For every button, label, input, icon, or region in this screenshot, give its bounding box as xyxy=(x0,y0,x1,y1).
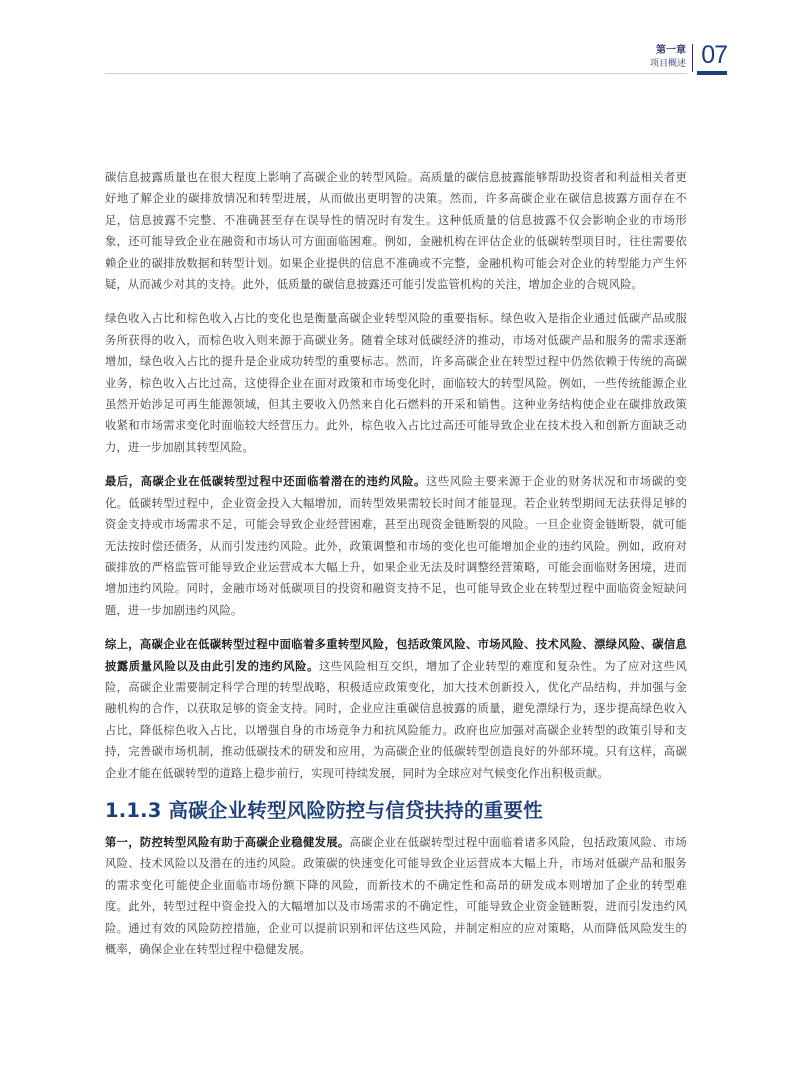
lead-sentence: 第一，防控转型风险有助于高碳企业稳健发展。 xyxy=(105,835,350,849)
header-divider xyxy=(692,44,693,72)
section-heading: 1.1.3 高碳企业转型风险防控与信贷扶持的重要性 xyxy=(105,798,543,822)
page-number: 07 xyxy=(701,41,727,69)
lead-sentence: 最后，高碳企业在低碳转型过程中还面临着潜在的违约风险。 xyxy=(105,475,426,489)
paragraph-text: 这些风险主要来源于企业的财务状况和市场碳的变化。低碳转型过程中，企业资金投入大幅增加，而转型效果需较长时间才能显现。若企业转型期间无法获得足够的资金支持或市场需求不足，可能会导致企业经营困难，甚至出现资金链断裂的风险。一旦企业资金链断裂，就可能无法按时偿还债务，从而引发违约风险。此外，政策调整和市场的变化也可能增加企业的违约风险。例如，政府对碳排放的严格监管可能导致企业运营成本大幅上升，如果企业无法及时调整经营策略，可能会面临财务困境，进而增加违约风险。同时，金融市场对低碳项目的投资和融资支持不足，也可能导致企业在转型过程中面临资金短缺问题，进一步加剧违约风险。 xyxy=(105,475,687,617)
header-rule xyxy=(105,73,687,74)
running-header xyxy=(617,40,727,72)
paragraph-summary xyxy=(105,634,687,784)
body-content xyxy=(105,167,687,960)
header-accent-bar xyxy=(697,71,727,75)
section-label: 项目概述 xyxy=(649,59,686,69)
paragraph-default-risk xyxy=(105,471,687,621)
chapter-label: 第一章 xyxy=(656,45,686,56)
paragraph-risk-control xyxy=(105,832,687,960)
paragraph-text: 这些风险相互交织，增加了企业转型的难度和复杂性。为了应对这些风险，高碳企业需要制定科学合理的转型战略，积极适应政策变化，加大技术创新投入，优化产品结构，并加强与金融机构的合作，以获取足够的资金支持。同时，企业应注重碳信息披露的质量，避免漂绿行为，逐步提高绿色收入占比，降低棕色收入占比，以增强自身的市场竞争力和抗风险能力。政府也应加强对高碳企业转型的政策引导和支持，完善碳市场机制，推动低碳技术的研发和应用，为高碳企业的低碳转型创造良好的外部环境。只有这样，高碳企业才能在低碳转型的道路上稳步前行，实现可持续发展，同时为全球应对气候变化作出积极贡献。 xyxy=(105,659,688,780)
paragraph-text: 高碳企业在低碳转型过程中面临着诸多风险，包括政策风险、市场风险、技术风险以及潜在的违约风险。政策碳的快速变化可能导致企业运营成本大幅上升，市场对低碳产品和服务的需求变化可能使企业面临市场份额下降的风险，而新技术的不确定性和高昂的研发成本则增加了企业的转型难度。此外，转型过程中资金投入的大幅增加以及市场需求的不确定性，可能导致企业资金链断裂，进而引发违约风险。通过有效的风险防控措施，企业可以提前识别和评估这些风险，并制定相应的应对策略，从而降低风险发生的概率，确保企业在转型过程中稳健发展。 xyxy=(105,835,688,956)
paragraph-green-brown-revenue: 绿色收入占比和棕色收入占比的变化也是衡量高碳企业转型风险的重要指标。绿色收入是指企业通过低碳产品或服务所获得的收入，而棕色收入则来源于高碳业务。随着全球对低碳经济的推动，市场对低碳产品和服务的需求逐渐增加，绿色收入占比的提升是企业成功转型的重要标志。然而，许多高碳企业在转型过程中仍然依赖于传统的高碳业务，棕色收入占比过高，这使得企业在面对政策和市场变化时，面临较大的转型风险。例如，一些传统能源企业虽然开始涉足可再生能源领域，但其主要收入仍然来自化石燃料的开采和销售。这种业务结构使企业在碳排放政策收紧和市场需求变化时面临较大经营压力。此外，棕色收入占比过高还可能导致企业在技术投入和创新方面缺乏动力，进一步加剧其转型风险。 xyxy=(105,312,687,454)
paragraph-carbon-disclosure: 碳信息披露质量也在很大程度上影响了高碳企业的转型风险。高质量的碳信息披露能够帮助投资者和利益相关者更好地了解企业的碳排放情况和转型进展，从而做出更明智的决策。然而，许多高碳企业在碳信息披露方面存在不足，信息披露不完整、不准确甚至存在误导性的情况时有发生。这种低质量的信息披露不仅会影响企业的市场形象，还可能导致企业在融资和市场认可方面面临困难。例如，金融机构在评估企业的低碳转型项目时，往往需要依赖企业的碳排放数据和转型计划。如果企业提供的信息不准确或不完整，金融机构可能会对企业的转型能力产生怀疑，从而减少对其的支持。此外，低质量的碳信息披露还可能引发监管机构的关注，增加企业的合规风险。 xyxy=(105,171,687,292)
lead-sentence: 综上，高碳企业在低碳转型过程中面临着多重转型风险，包括政策风险、市场风险、技术风险、漂绿风险、碳信息披露质量风险以及由此引发的违约风险。 xyxy=(105,638,687,673)
